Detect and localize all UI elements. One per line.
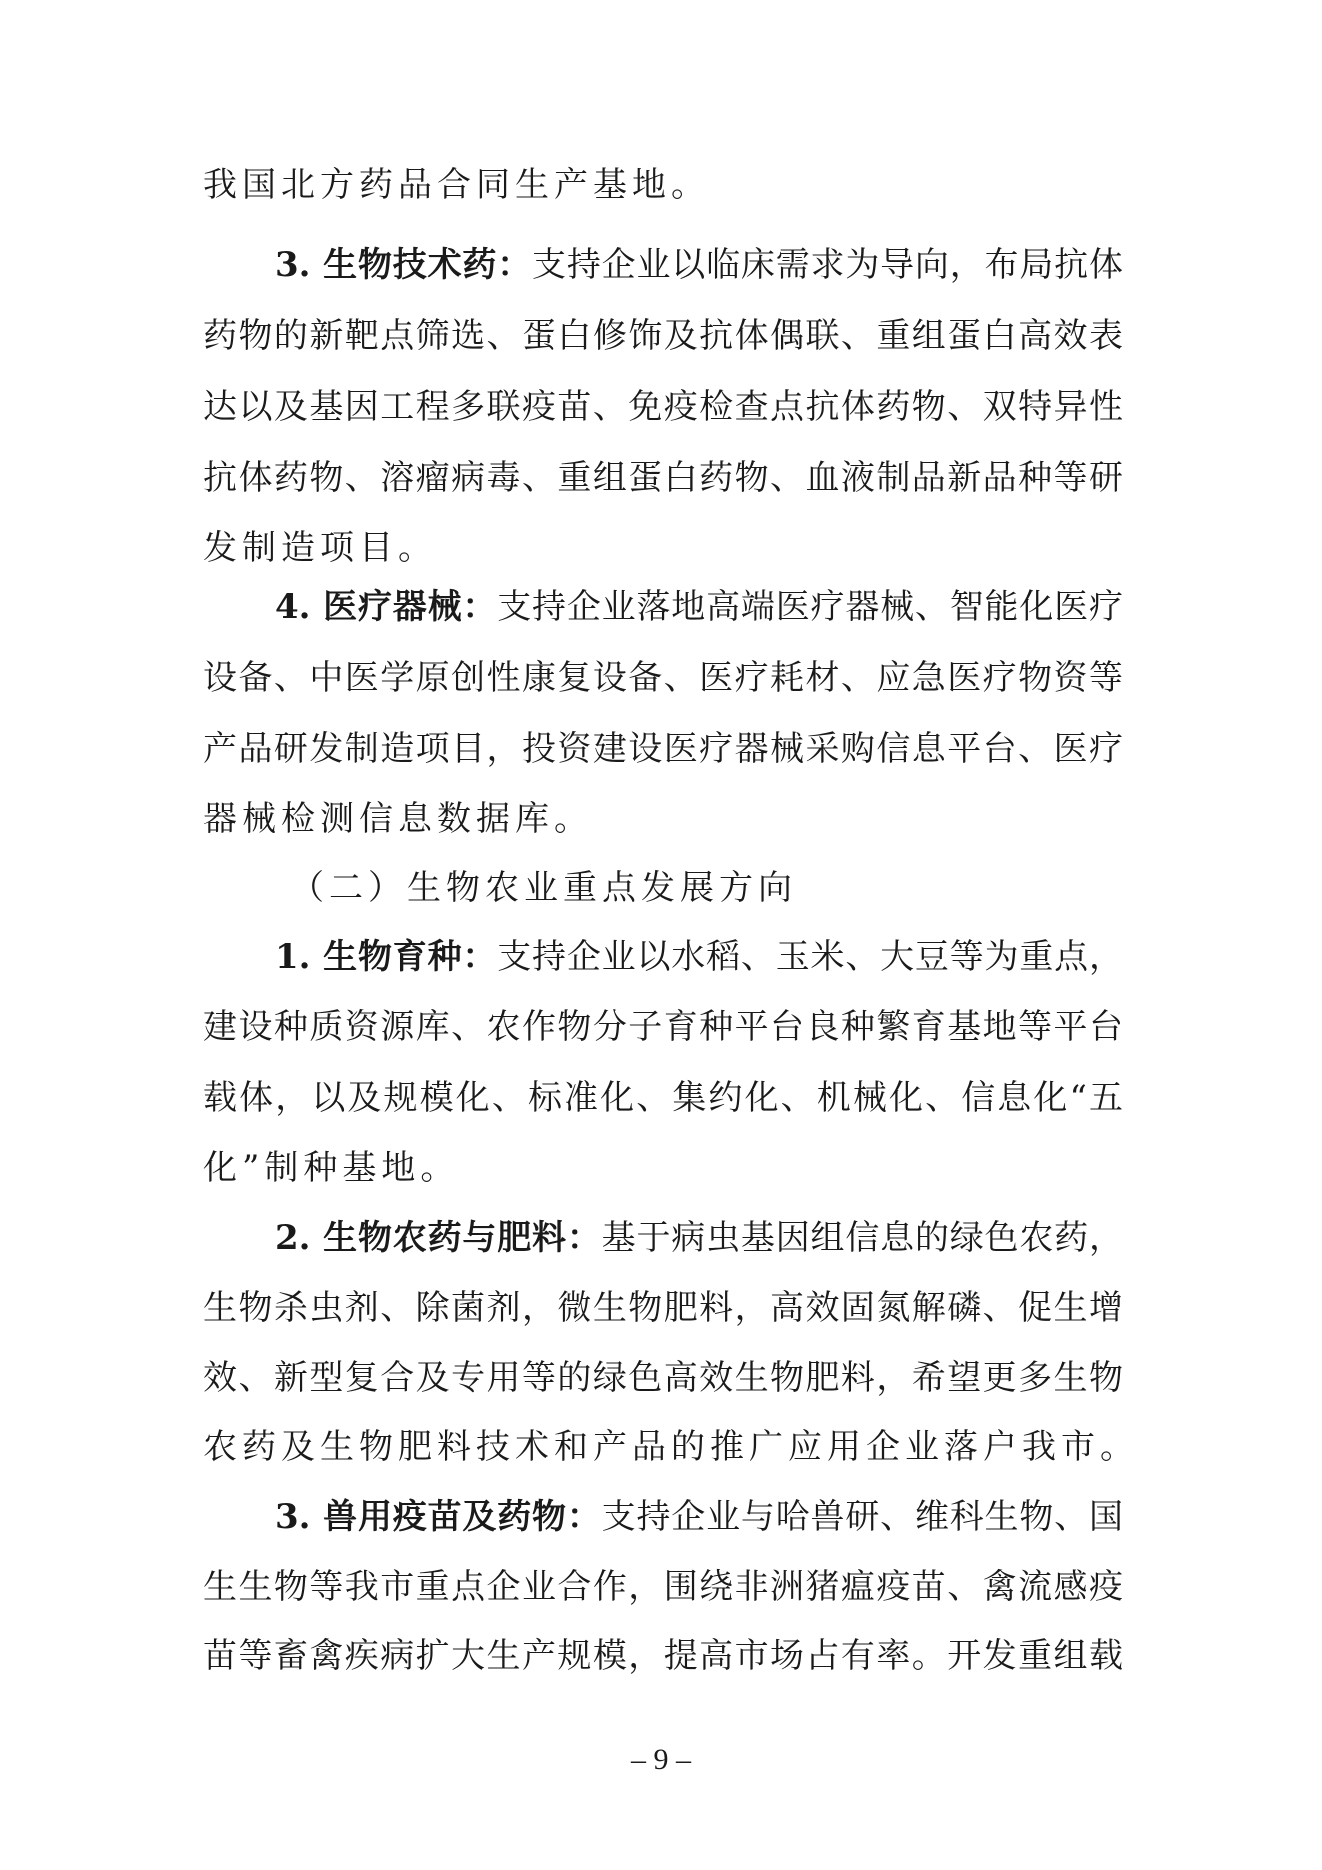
paragraph-lead: 3. 生物技术药： bbox=[275, 245, 533, 285]
paragraph-2-bio-pesticides: 2. 生物农药与肥料：基于病虫基因组信息的绿色农药， bbox=[275, 1218, 1123, 1258]
text-line: 达以及基因工程多联疫苗、免疫检查点抗体药物、双特异性 bbox=[203, 387, 1123, 427]
text-line: 产品研发制造项目，投资建设医疗器械采购信息平台、医疗 bbox=[203, 729, 1123, 769]
text-line: 载体，以及规模化、标准化、集约化、机械化、信息化“五 bbox=[203, 1078, 1123, 1118]
text-line: 苗等畜禽疾病扩大生产规模，提高市场占有率。开发重组载 bbox=[203, 1636, 1123, 1676]
paragraph-lead: 3. 兽用疫苗及药物： bbox=[275, 1497, 602, 1537]
text-line: 建设种质资源库、农作物分子育种平台良种繁育基地等平台 bbox=[203, 1007, 1123, 1047]
text-line: 生物杀虫剂、除菌剂，微生物肥料，高效固氮解磷、促生增 bbox=[203, 1288, 1123, 1328]
paragraph-lead: 1. 生物育种： bbox=[275, 937, 498, 977]
paragraph-4-medical-devices: 4. 医疗器械：支持企业落地高端医疗器械、智能化医疗 bbox=[275, 587, 1123, 627]
section-heading: （二）生物农业重点发展方向 bbox=[290, 868, 797, 908]
paragraph-3-veterinary-vaccines: 3. 兽用疫苗及药物：支持企业与哈兽研、维科生物、国 bbox=[275, 1497, 1123, 1537]
paragraph-lead: 2. 生物农药与肥料： bbox=[275, 1218, 602, 1258]
paragraph-lead: 4. 医疗器械： bbox=[275, 587, 498, 627]
paragraph-1-bio-breeding: 1. 生物育种：支持企业以水稻、玉米、大豆等为重点， bbox=[275, 937, 1123, 977]
text-line: 器械检测信息数据库。 bbox=[203, 799, 593, 839]
page-number: – 9 – bbox=[631, 1743, 691, 1776]
text-line: 生生物等我市重点企业合作，围绕非洲猪瘟疫苗、禽流感疫 bbox=[203, 1567, 1123, 1607]
text-line: 农药及生物肥料技术和产品的推广应用企业落户我市。 bbox=[203, 1427, 1139, 1467]
text-line: 我国北方药品合同生产基地。 bbox=[203, 165, 710, 205]
text-line: 设备、中医学原创性康复设备、医疗耗材、应急医疗物资等 bbox=[203, 658, 1123, 698]
text-line: 效、新型复合及专用等的绿色高效生物肥料，希望更多生物 bbox=[203, 1358, 1123, 1398]
paragraph-3-biotech-drugs: 3. 生物技术药：支持企业以临床需求为导向，布局抗体 bbox=[275, 245, 1123, 285]
text-line: 化”制种基地。 bbox=[203, 1148, 460, 1188]
text-line: 发制造项目。 bbox=[203, 528, 437, 568]
text-line: 抗体药物、溶瘤病毒、重组蛋白药物、血液制品新品种等研 bbox=[203, 458, 1123, 498]
text-line: 药物的新靶点筛选、蛋白修饰及抗体偶联、重组蛋白高效表 bbox=[203, 316, 1123, 356]
